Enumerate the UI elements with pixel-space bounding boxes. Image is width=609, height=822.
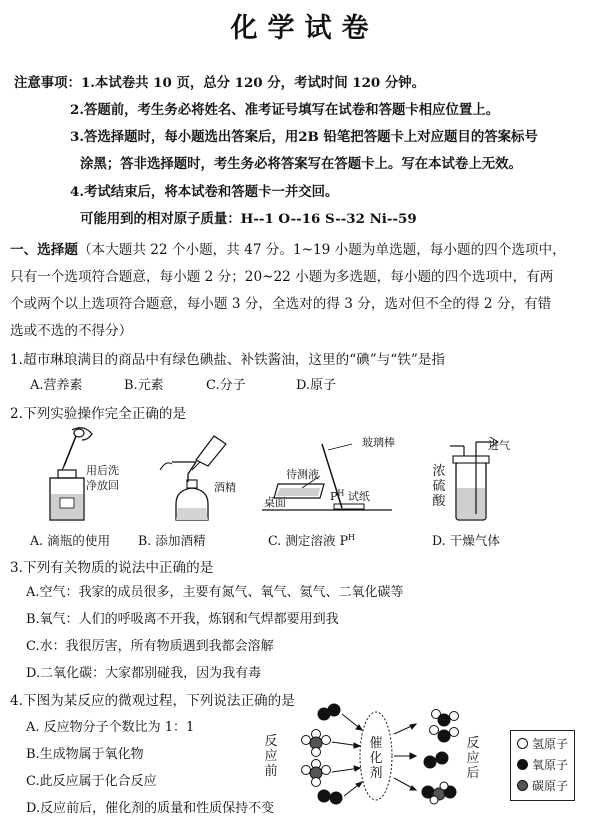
notes-label: 注意事项： — [14, 75, 81, 91]
section1-text-2: 只有一个选项符合题意，每小题 2 分；20~22 小题为多选题，每小题的四个选项中，有两 — [10, 269, 554, 285]
q1-stem: 1.超市琳琅满目的商品中有绿色碘盐、补铁酱油，这里的“碘”与“铁”是指 — [10, 352, 445, 368]
q4-stem: 4.下图为某反应的微观过程，下列说法正确的是 — [10, 693, 295, 709]
label-before-reaction: 反应前 — [264, 734, 278, 779]
q3-stem: 3.下列有关物质的说法中正确的是 — [10, 560, 214, 576]
q2-option-a: A. 滴瓶的使用 — [30, 533, 111, 548]
label-glass-rod: 玻璃棒 — [362, 436, 395, 449]
q2-option-d: D. 干燥气体 — [432, 533, 501, 548]
label-table: 桌面 — [264, 496, 286, 509]
arrows-out — [394, 724, 416, 790]
q3-option-a: A.空气：我家的成员很多，主要有氮气、氧气、氦气、二氧化碳等 — [26, 585, 404, 600]
q3-option-d: D.二氧化碳：大家都别碰我，因为我有毒 — [26, 666, 262, 681]
legend-oxygen: 氧原子 — [517, 755, 568, 776]
q2-option-b: B. 添加酒精 — [138, 533, 206, 548]
product-molecules — [422, 710, 459, 805]
q4-option-a: A. 反应物分子个数比为 1：1 — [26, 720, 195, 735]
q2-option-c: C. 测定溶液 $P^H$ — [268, 532, 356, 548]
q1-option-a: A.营养素 — [30, 378, 83, 393]
label-test-liquid: 待测液 — [286, 468, 319, 481]
q2-stem: 2.下列实验操作完全正确的是 — [10, 406, 187, 422]
section1-line-1 — [10, 238, 566, 258]
figure-alcohol-lamp — [152, 430, 232, 525]
atomic-mass-line: 可能用到的相对原子质量：H--1 O--16 S--32 Ni--59 — [80, 211, 417, 227]
notes-line-1 — [14, 72, 425, 91]
hydrogen-atom-icon — [517, 738, 528, 749]
label-used-wash: 用后洗 — [86, 464, 119, 477]
section1-text-1: （本大题共 22 个小题，共 47 分。1~19 小题为单选题，每小题的四个选项中， — [77, 242, 566, 258]
q4-option-b: B.生成物属于氧化物 — [26, 747, 144, 762]
label-conc-sulfuric-acid: 浓硫酸 — [432, 464, 446, 509]
q4-option-c: C.此反应属于化合反应 — [26, 774, 157, 789]
q1-option-d: D.原子 — [296, 378, 337, 393]
label-put-back: 净放回 — [86, 479, 119, 492]
note-item-2: 2.答题前，考生务必将姓名、准考证号填写在试卷和答题卡相应位置上。 — [70, 102, 500, 118]
label-alcohol: 酒精 — [214, 481, 236, 494]
note-item-3: 3.答选择题时，每小题选出答案后，用2B 铅笔把答题卡上对应题目的答案标号 — [70, 129, 538, 145]
reactant-molecules — [302, 704, 343, 804]
oxygen-atom-icon — [517, 759, 528, 770]
legend-carbon: 碳原子 — [517, 776, 568, 797]
legend-hydrogen: 氢原子 — [517, 734, 568, 755]
carbon-atom-icon — [517, 780, 528, 791]
label-gas-in: 进气 — [488, 439, 510, 452]
label-catalyst: 催化剂 — [369, 736, 383, 781]
q4-option-d: D.反应前后，催化剂的质量和性质保持不变 — [26, 801, 275, 816]
q1-option-c: C.分子 — [206, 378, 246, 393]
note-item-1: 1.本试卷共 10 页，总分 120 分，考试时间 120 分钟。 — [80, 75, 426, 91]
q3-option-b: B.氧气：人们的呼吸离不开我，炼钢和气焊都要用到我 — [26, 612, 339, 627]
section1-text-4: 选或不选的不得分） — [10, 323, 133, 339]
q1-option-b: B.元素 — [124, 378, 164, 393]
label-ph-paper: $P^H$ 试纸 — [330, 488, 370, 503]
section1-text-3: 个或两个以上选项符合题意，每小题 3 分，全选对的得 3 分，选对但不全的得 2 分，有错 — [10, 296, 552, 312]
note-item-3-cont: 涂黑；答非选择题时，考生务必将答案写在答题卡上。写在本试卷上无效。 — [80, 156, 522, 172]
page-title: 化学试卷 — [230, 13, 379, 44]
note-item-4: 4.考试结束后，将本试卷和答题卡一并交回。 — [70, 184, 339, 200]
q3-option-c: C.水：我很厉害，所有物质遇到我都会溶解 — [26, 639, 274, 654]
section1-heading: 一、选择题 — [10, 242, 78, 258]
atom-legend — [510, 730, 575, 801]
arrows-in — [332, 714, 362, 796]
figure-gas-drying — [446, 434, 526, 524]
label-after-reaction: 反应后 — [466, 736, 480, 781]
